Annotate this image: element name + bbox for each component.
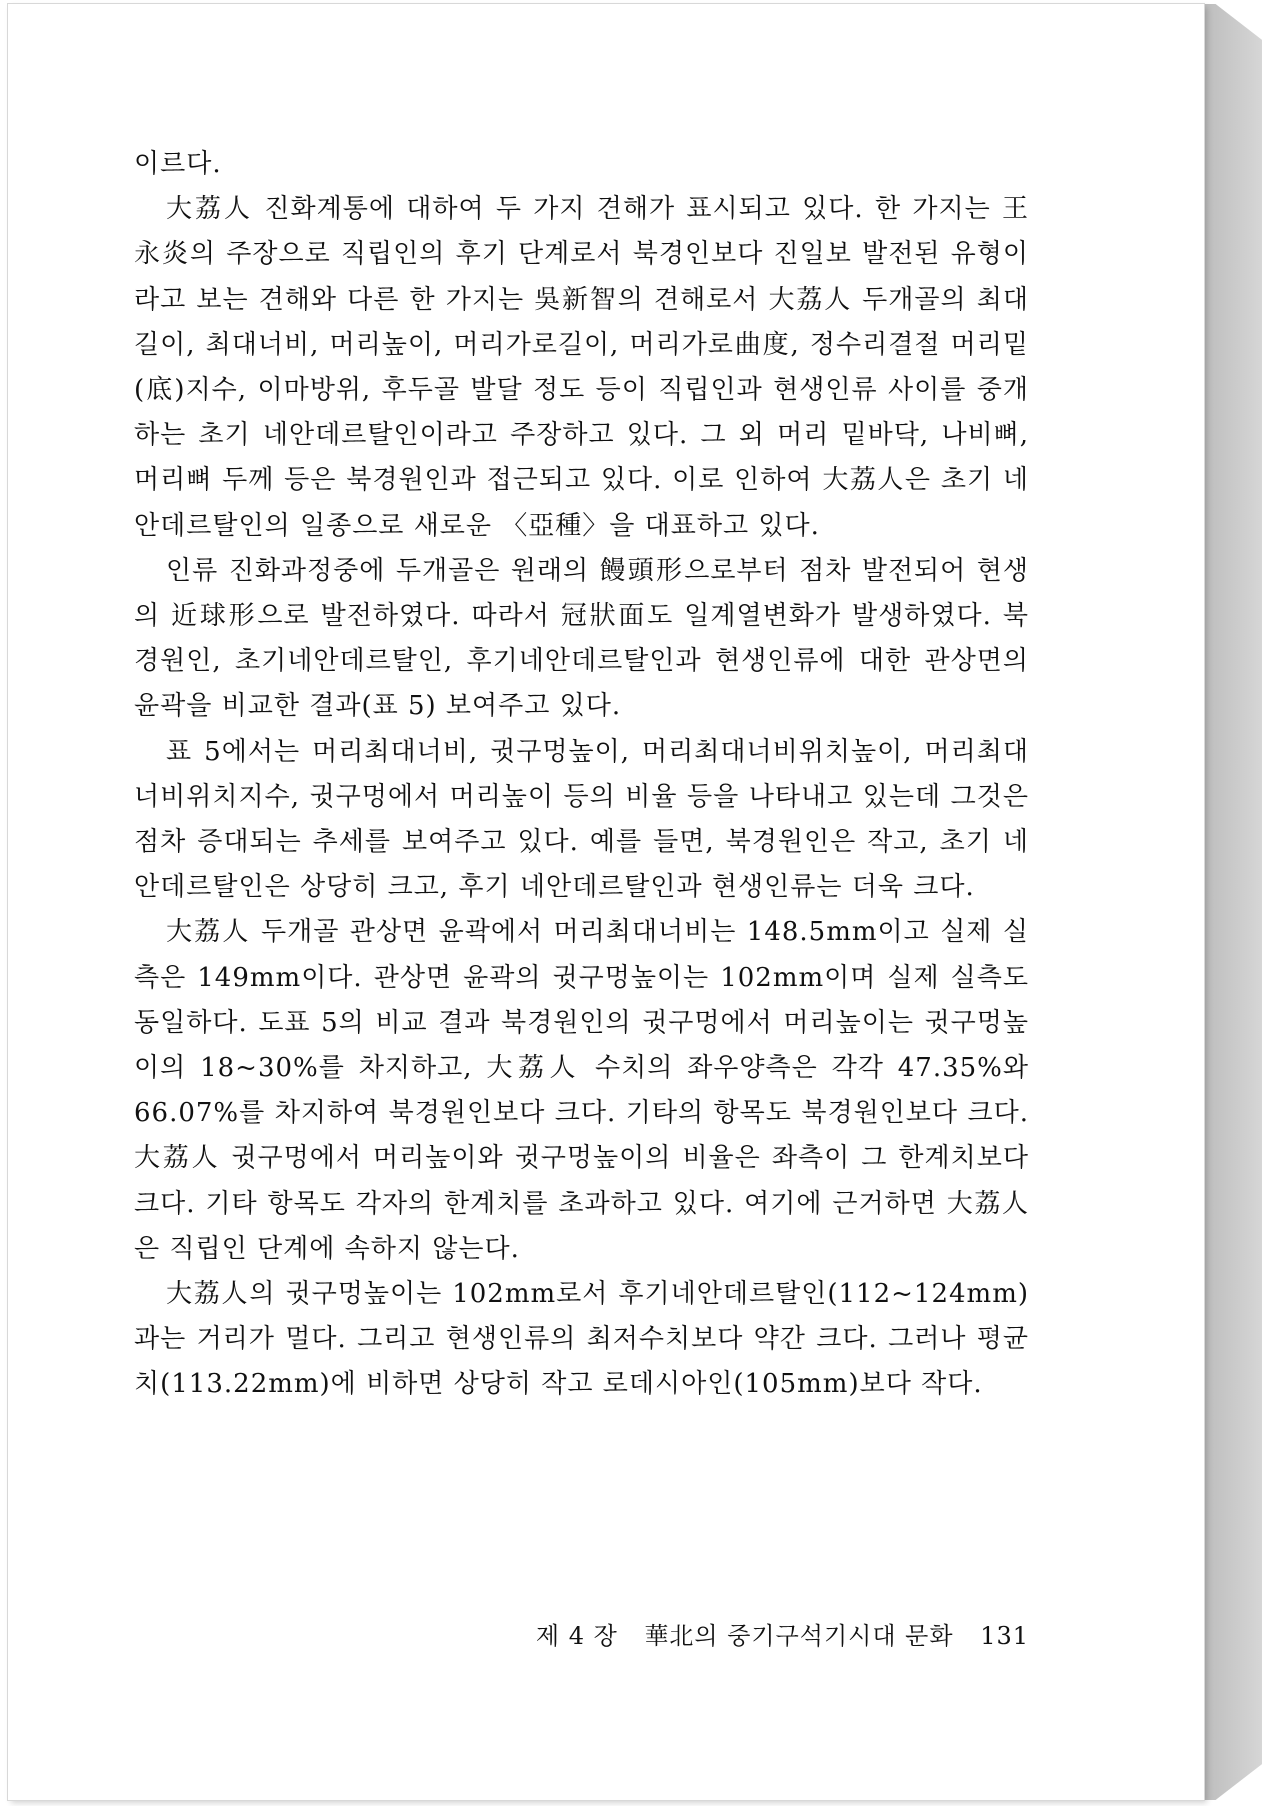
footer-chapter-title: 華北의 중기구석기시대 문화	[644, 1622, 954, 1650]
page-stack-edge	[1204, 4, 1262, 1800]
paragraph-3: 인류 진화과정중에 두개골은 원래의 饅頭形으로부터 점차 발전되어 현생의 近球形으로 발전하였다. 따라서 冠狀面도 일계열변화가 발생하였다. 북경원인, 초기네안데르탈인, 후기네안데르탈인과 현생인류에 대한 관상면의 윤곽을 비교한 결과(표 5) 보여주고 있다.	[134, 555, 1029, 722]
footer-chapter: 제 4 장	[535, 1622, 618, 1650]
paragraph-1: 이르다.	[134, 149, 222, 179]
paragraph-6: 大荔人의 귓구멍높이는 102mm로서 후기네안데르탈인(112~124mm)과는 거리가 멀다. 그리고 현생인류의 최저수치보다 약간 크다. 그러나 평균치(113.22mm)에 비하면 상당히 작고 로데시아인(105mm)보다 작다.	[134, 1279, 1029, 1400]
page-body	[134, 142, 1029, 1408]
paragraph-4: 표 5에서는 머리최대너비, 귓구멍높이, 머리최대너비위치높이, 머리최대너비위치지수, 귓구멍에서 머리높이 등의 비율 등을 나타내고 있는데 그것은 점차 증대되는 추세를 보여주고 있다. 예를 들면, 북경원인은 작고, 초기 네안데르탈인은 상당히 크고, 후기 네안데르탈인과 현생인류는 더욱 크다.	[134, 736, 1029, 903]
running-footer	[134, 1616, 1029, 1651]
paragraph-2: 大荔人 진화계통에 대하여 두 가지 견해가 표시되고 있다. 한 가지는 王永炎의 주장으로 직립인의 후기 단계로서 북경인보다 진일보 발전된 유형이라고 보는 견해와 다른 한 가지는 吳新智의 견해로서 大荔人 두개골의 최대길이, 최대너비, 머리높이, 머리가로길이, 머리가로曲度, 정수리결절 머리밑(底)지수, 이마방위, 후두골 발달 정도 등이 직립인과 현생인류 사이를 중개하는 초기 네안데르탈인이라고 주장하고 있다. 그 외 머리 밑바닥, 나비뼈, 머리뼈 두께 등은 북경원인과 접근되고 있다. 이로 인하여 大荔人은 초기 네안데르탈인의 일종으로 새로운 〈亞種〉을 대표하고 있다.	[134, 194, 1029, 541]
paragraph-5: 大荔人 두개골 관상면 윤곽에서 머리최대너비는 148.5mm이고 실제 실측은 149mm이다. 관상면 윤곽의 귓구멍높이는 102mm이며 실제 실측도 동일하다. 도표 5의 비교 결과 북경원인의 귓구멍에서 머리높이는 귓구멍높이의 18~30%를 차지하고, 大荔人 수치의 좌우양측은 각각 47.35%와 66.07%를 차지하여 북경원인보다 크다. 기타의 항목도 북경원인보다 크다. 大荔人 귓구멍에서 머리높이와 귓구멍높이의 비율은 좌측이 그 한계치보다 크다. 기타 항목도 각자의 한계치를 초과하고 있다. 여기에 근거하면 大荔人은 직립인 단계에 속하지 않는다.	[134, 917, 1029, 1264]
page-number: 131	[980, 1622, 1029, 1650]
